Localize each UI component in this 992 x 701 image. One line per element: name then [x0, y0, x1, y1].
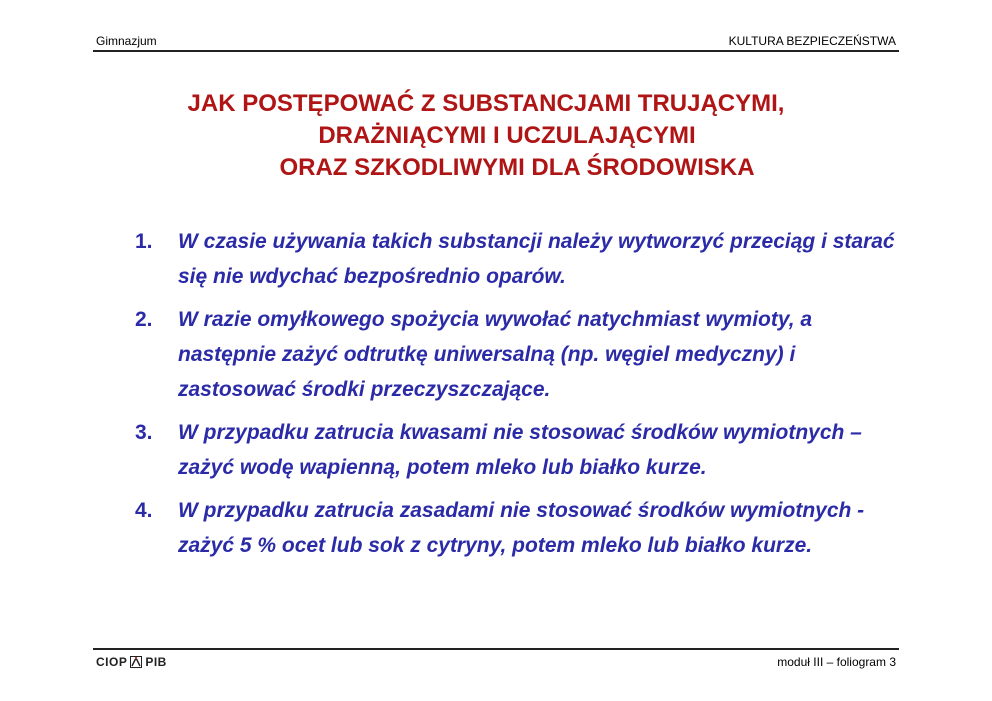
list-item-number: 4. — [135, 499, 153, 522]
title-line-2: DRAŻNIĄCYMI I UCZULAJĄCYMI — [318, 122, 696, 149]
list-item-text: W razie omyłkowego spożycia wywołać natychmiast wymioty, a następnie zażyć odtrutkę uniwersalną (np. węgiel medyczny) i zastosować środki przeczyszczające. — [178, 308, 813, 401]
bottom-divider — [93, 648, 899, 650]
header-left-label: Gimnazjum — [96, 34, 157, 48]
logo-text-left: CIOP — [96, 655, 128, 669]
list-item — [135, 302, 895, 407]
top-divider — [93, 50, 899, 52]
instruction-list — [135, 224, 895, 571]
list-item — [135, 493, 895, 563]
page-number-label: moduł III – foliogram 3 — [777, 655, 896, 669]
list-item — [135, 224, 895, 294]
title-line-1: JAK POSTĘPOWAĆ Z SUBSTANCJAMI TRUJĄCYMI, — [187, 90, 785, 117]
logo-emblem-icon — [130, 656, 142, 668]
list-item-number: 1. — [135, 230, 153, 253]
logo-text-right: PIB — [145, 655, 167, 669]
list-item-text: W przypadku zatrucia zasadami nie stosować środków wymiotnych - zażyć 5 % ocet lub sok z cytryny, potem mleko lub białko kurze. — [178, 499, 865, 557]
list-item-text: W przypadku zatrucia kwasami nie stosować środków wymiotnych – zażyć wodę wapienną, potem mleko lub białko kurze. — [178, 421, 862, 479]
ciop-pib-logo — [96, 655, 167, 669]
header-right-label: KULTURA BEZPIECZEŃSTWA — [728, 34, 896, 48]
page-title — [93, 88, 899, 184]
list-item-number: 2. — [135, 308, 153, 331]
list-item-number: 3. — [135, 421, 153, 444]
title-line-3: ORAZ SZKODLIWYMI DLA ŚRODOWISKA — [279, 154, 755, 181]
list-item — [135, 415, 895, 485]
list-item-text: W czasie używania takich substancji należy wytworzyć przeciąg i starać się nie wdychać bezpośrednio oparów. — [178, 230, 895, 288]
